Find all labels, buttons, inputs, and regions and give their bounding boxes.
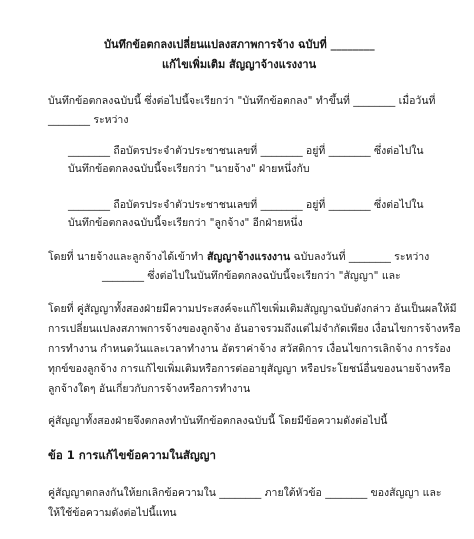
purpose-paragraph-line: การเปลี่ยนแปลงสภาพการจ้างของลูกจ้าง อันอาจรวมถึงแต่ไม่จำกัดเพียง เงื่อนไขการจ้างหรือ [48, 323, 461, 335]
purpose-paragraph-line: การทำงาน กำหนดวันและเวลาทำงาน อัตราค่าจ้าง สวัสดิการ เงื่อนไขการเลิกจ้าง การร้อง [48, 343, 451, 355]
agreement-text: คู่สัญญาทั้งสองฝ่ายจึงตกลงทำบันทึกข้อตกลงฉบับนี้ โดยมีข้อความดังต่อไปนี้ [48, 415, 388, 427]
whereas-text-part: โดยที่ นายจ้างและลูกจ้างได้เข้าทำ [48, 251, 204, 263]
intro-text: ________ ระหว่าง [48, 114, 129, 126]
purpose-paragraph-line: ลูกจ้างใดๆ อันเกี่ยวกับการจ้างหรือการทำงาน [48, 383, 251, 395]
whereas-text: ________ ซึ่งต่อไปในบันทึกข้อตกลงฉบับนี้จะเรียกว่า "สัญญา" และ [102, 270, 401, 282]
clause-1-text: คู่สัญญาตกลงกันให้ยกเลิกข้อความใน ________ ภายใต้หัวข้อ ________ ของสัญญา และ [48, 487, 442, 499]
party-employer-text: ________ ถือบัตรประจำตัวประชาชนเลขที่ ________ อยู่ที่ ________ ซึ่งต่อไปใน [68, 145, 424, 157]
party-employee-text: บันทึกข้อตกลงฉบับนี้จะเรียกว่า "ลูกจ้าง" อีกฝ่ายหนึ่ง [68, 217, 303, 229]
purpose-paragraph-line: ทุกข์ของลูกจ้าง การแก้ไขเพิ่มเติมหรือการต่ออายุสัญญา หรือประโยชน์อื่นของนายจ้างหรือ [48, 363, 451, 375]
clause-1-text: ให้ใช้ข้อความดังต่อไปนี้แทน [48, 507, 177, 519]
whereas-text [48, 250, 429, 264]
party-employer-text: บันทึกข้อตกลงฉบับนี้จะเรียกว่า "นายจ้าง" ฝ่ายหนึ่งกับ [68, 163, 310, 175]
clause-1-heading: ข้อ 1 การแก้ไขข้อความในสัญญา [48, 448, 216, 462]
intro-text: บันทึกข้อตกลงฉบับนี้ ซึ่งต่อไปนี้จะเรียกว่า "บันทึกข้อตกลง" ทำขึ้นที่ ________ เมื่อวันที่ [48, 95, 436, 107]
contract-name: สัญญาจ้างแรงงาน [207, 251, 291, 263]
document-title: บันทึกข้อตกลงเปลี่ยนแปลงสภาพการจ้าง ฉบับที่ ________ [104, 38, 375, 51]
document-subtitle: แก้ไขเพิ่มเติม สัญญาจ้างแรงงาน [162, 58, 317, 71]
whereas-text-part: ฉบับลงวันที่ ________ ระหว่าง [293, 251, 430, 263]
party-employee-text: ________ ถือบัตรประจำตัวประชาชนเลขที่ ________ อยู่ที่ ________ ซึ่งต่อไปใน [68, 199, 424, 211]
purpose-paragraph-line: โดยที่ คู่สัญญาทั้งสองฝ่ายมีความประสงค์จะแก้ไขเพิ่มเติมสัญญาฉบับดังกล่าว อันเป็นผลให้มี [48, 303, 457, 315]
